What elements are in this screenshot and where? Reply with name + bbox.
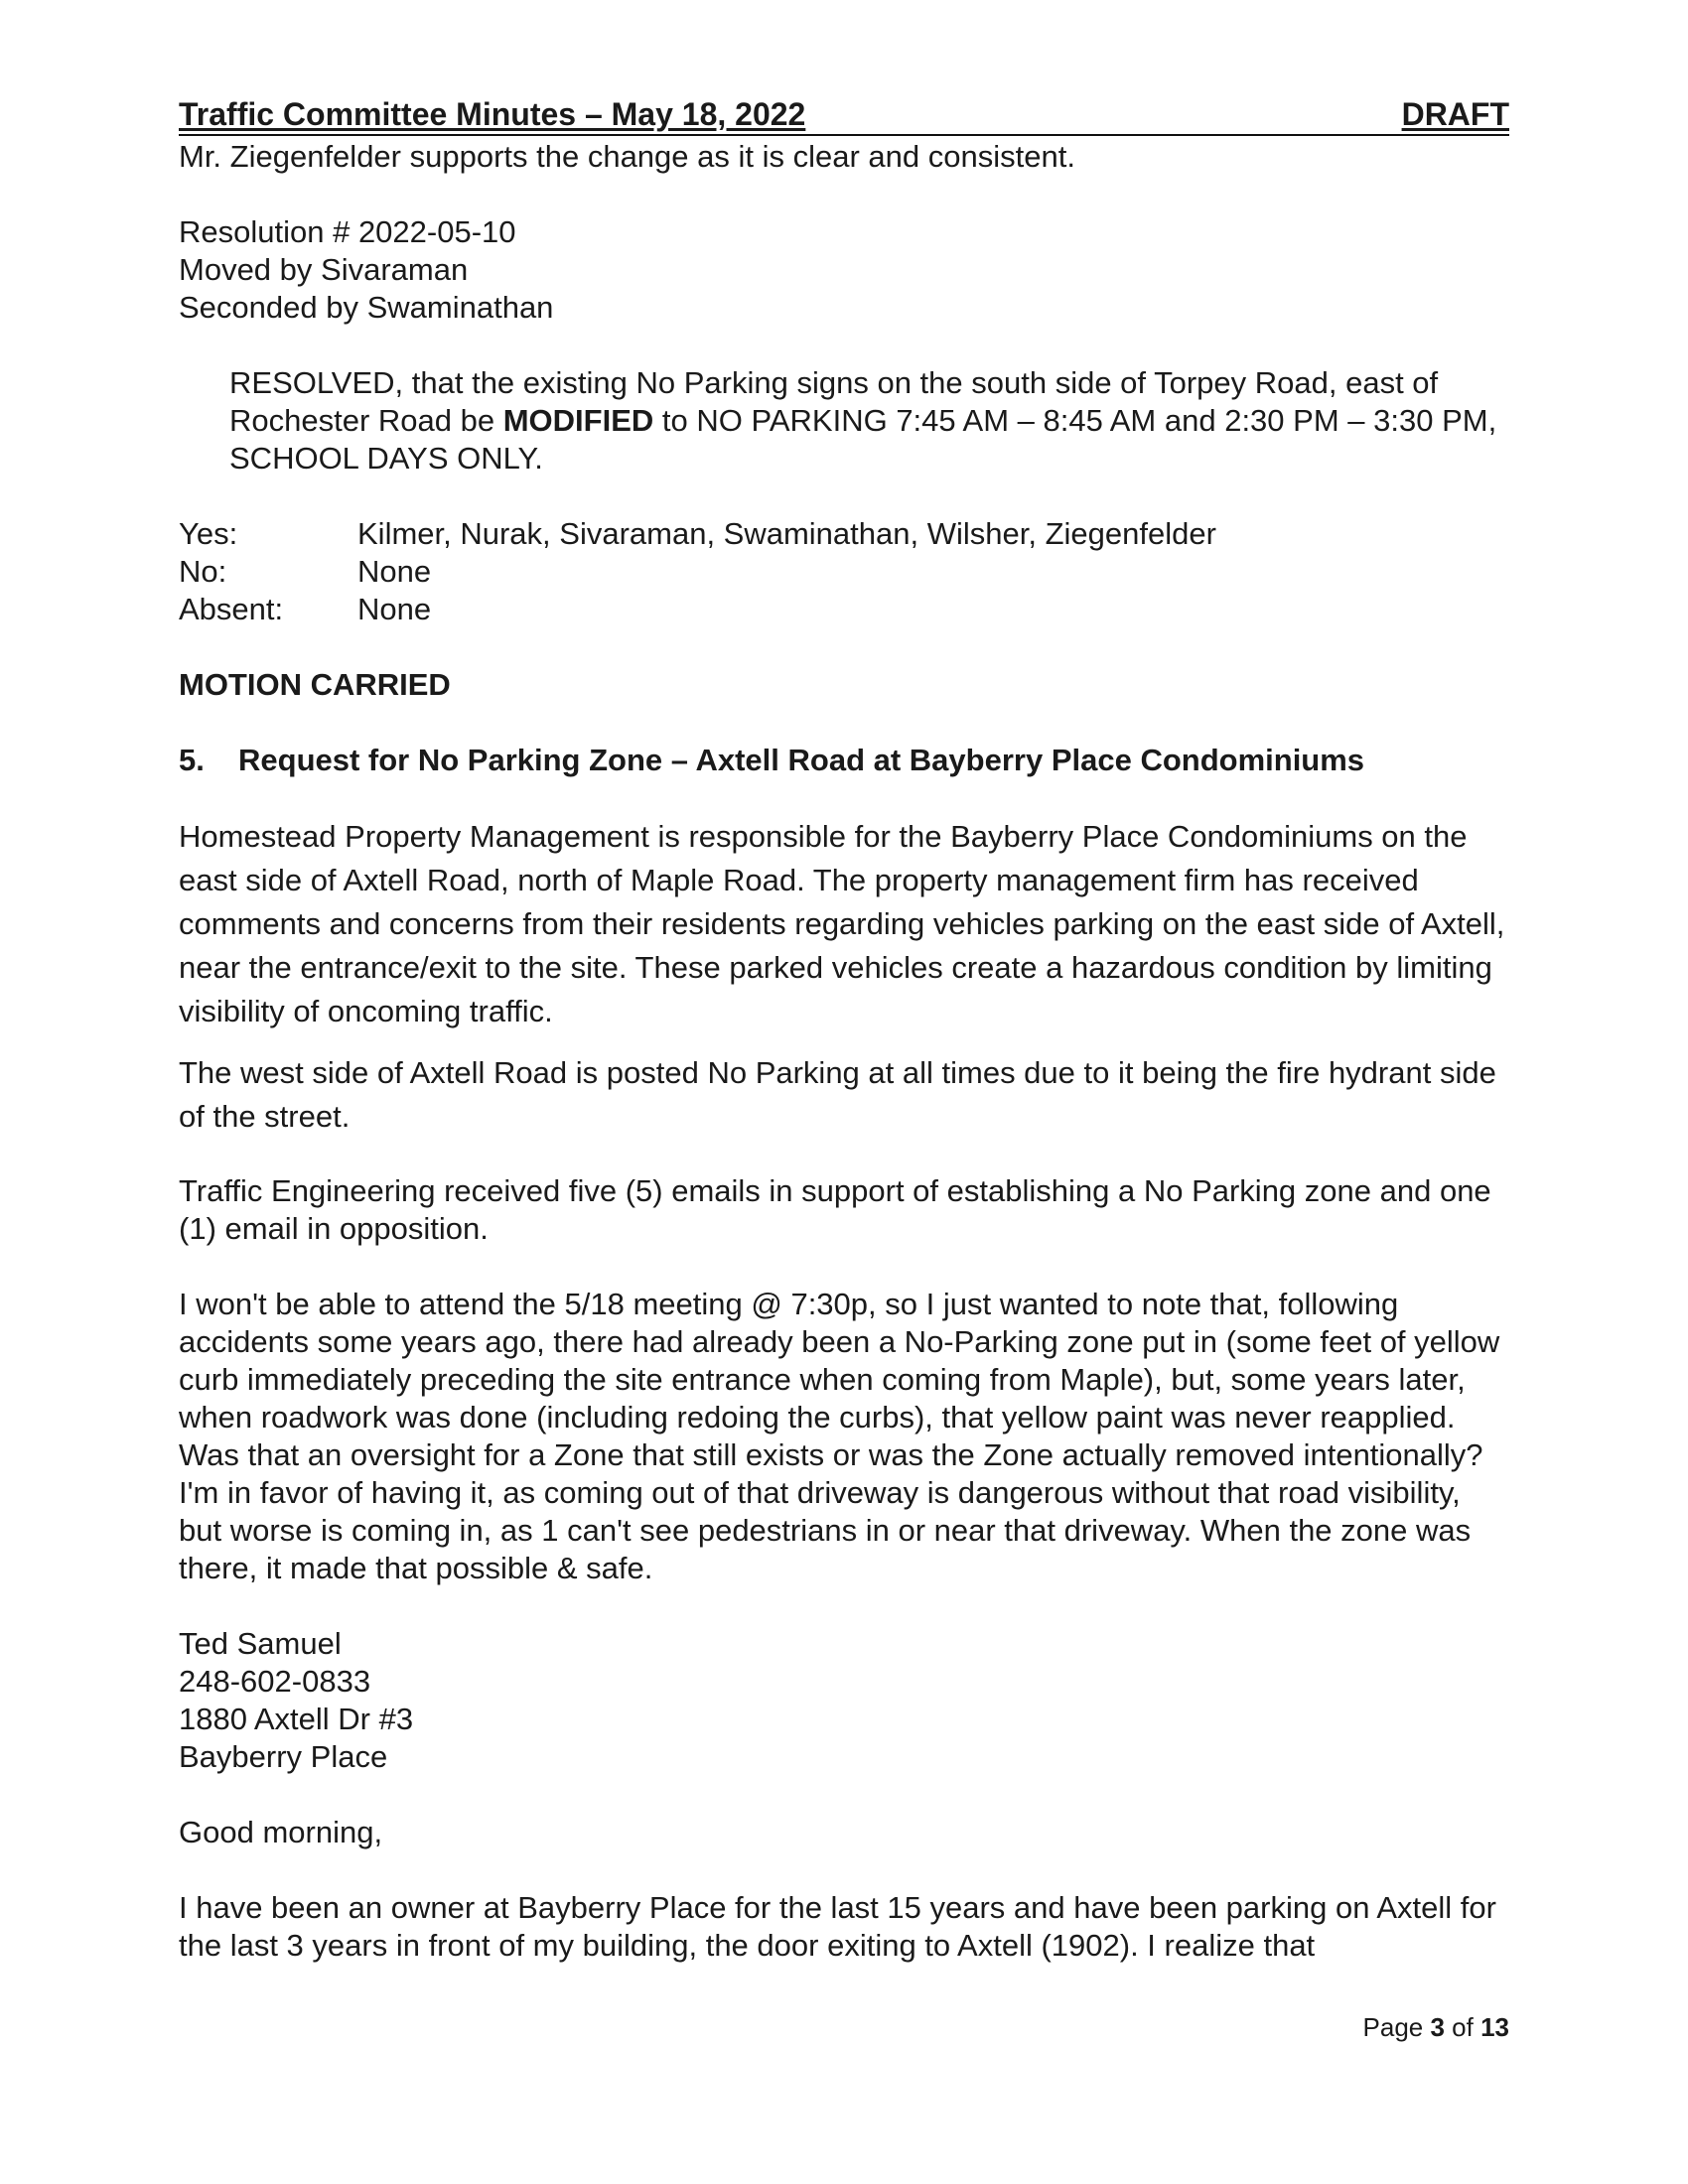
- resolution-text-end: to NO PARKING 7:45 AM – 8:45 AM and 2:30 PM – 3:30 PM, SCHOOL DAYS ONLY.: [229, 403, 1497, 476]
- signature-place: Bayberry Place: [179, 1739, 388, 1774]
- page-word: Page: [1362, 2012, 1431, 2042]
- resolution-text-bold: MODIFIED: [502, 403, 654, 438]
- resolution-text: [229, 364, 1509, 478]
- resolution-number: Resolution # 2022-05-10: [179, 214, 516, 249]
- vote-label: Absent:: [179, 592, 284, 626]
- vote-row-no: [179, 553, 1509, 591]
- page-total: 13: [1480, 2012, 1509, 2042]
- homestead-paragraph: Homestead Property Management is responsible for the Bayberry Place Condominiums on the east side of Axtell Road, north of Maple Road. The property management firm has received comments and concerns from their residents regarding vehicles parking on the east side of Axtell, near the entrance/exit to the site. These parked vehicles create a hazardous condition by limiting visibility of oncoming traffic.: [179, 819, 1505, 1028]
- document-page: [179, 95, 1509, 1965]
- vote-table: [179, 515, 1509, 628]
- section-heading: [179, 742, 1509, 779]
- emails-paragraph: Traffic Engineering received five (5) emails in support of establishing a No Parking zone and one (1) email in opposition.: [179, 1173, 1491, 1246]
- vote-value: Kilmer, Nurak, Sivaraman, Swaminathan, Wilsher, Ziegenfelder: [357, 516, 1216, 551]
- header-status: DRAFT: [1401, 96, 1509, 132]
- motion-carried: MOTION CARRIED: [179, 667, 451, 702]
- section-number: 5.: [179, 743, 205, 777]
- resolution-text-start: RESOLVED, that the existing No Parking signs on the south side of Torpey Road, east of Rochester Road be: [229, 365, 1439, 438]
- resolution-seconded: Seconded by Swaminathan: [179, 290, 554, 325]
- page-header: [179, 95, 1509, 136]
- vote-value: None: [357, 554, 432, 589]
- vote-row-yes: [179, 515, 1509, 553]
- email-one-paragraph: I won't be able to attend the 5/18 meeting @ 7:30p, so I just wanted to note that, following accidents some years ago, there had already been a No-Parking zone put in (some feet of yellow curb immediately preceding the site entrance when coming from Maple), but, some years later, when roadwork was done (including redoing the curbs), that yellow paint was never reapplied. Was that an oversight for a Zone that still exists or was the Zone actually removed intentionally? I'm in favor of having it, as coming out of that driveway is dangerous without that road visibility, but worse is coming in, as 1 can't see pedestrians in or near that driveway. When the zone was there, it made that possible & safe.: [179, 1287, 1500, 1585]
- signature-block: [179, 1625, 1509, 1776]
- greeting: Good morning,: [179, 1815, 383, 1849]
- vote-value: None: [357, 592, 432, 626]
- west-side-paragraph: The west side of Axtell Road is posted No Parking at all times due to it being the fire hydrant side of the street.: [179, 1055, 1496, 1134]
- resolution-block: [179, 213, 1509, 327]
- vote-label: Yes:: [179, 516, 238, 551]
- page-number: 3: [1430, 2012, 1445, 2042]
- section-title: Request for No Parking Zone – Axtell Road at Bayberry Place Condominiums: [238, 743, 1365, 777]
- signature-address: 1880 Axtell Dr #3: [179, 1702, 414, 1736]
- vote-label: No:: [179, 554, 227, 589]
- signature-name: Ted Samuel: [179, 1626, 342, 1661]
- signature-phone: 248-602-0833: [179, 1664, 371, 1699]
- header-title: Traffic Committee Minutes – May 18, 2022: [179, 96, 806, 132]
- email-two-paragraph: I have been an owner at Bayberry Place for the last 15 years and have been parking on Axtell for the last 3 years in front of my building, the door exiting to Axtell (1902). I realize that: [179, 1890, 1496, 1963]
- page-footer: [1363, 2011, 1509, 2043]
- support-paragraph: Mr. Ziegenfelder supports the change as it is clear and consistent.: [179, 139, 1075, 174]
- resolution-moved: Moved by Sivaraman: [179, 252, 469, 287]
- vote-row-absent: [179, 591, 1509, 628]
- of-word: of: [1444, 2012, 1481, 2042]
